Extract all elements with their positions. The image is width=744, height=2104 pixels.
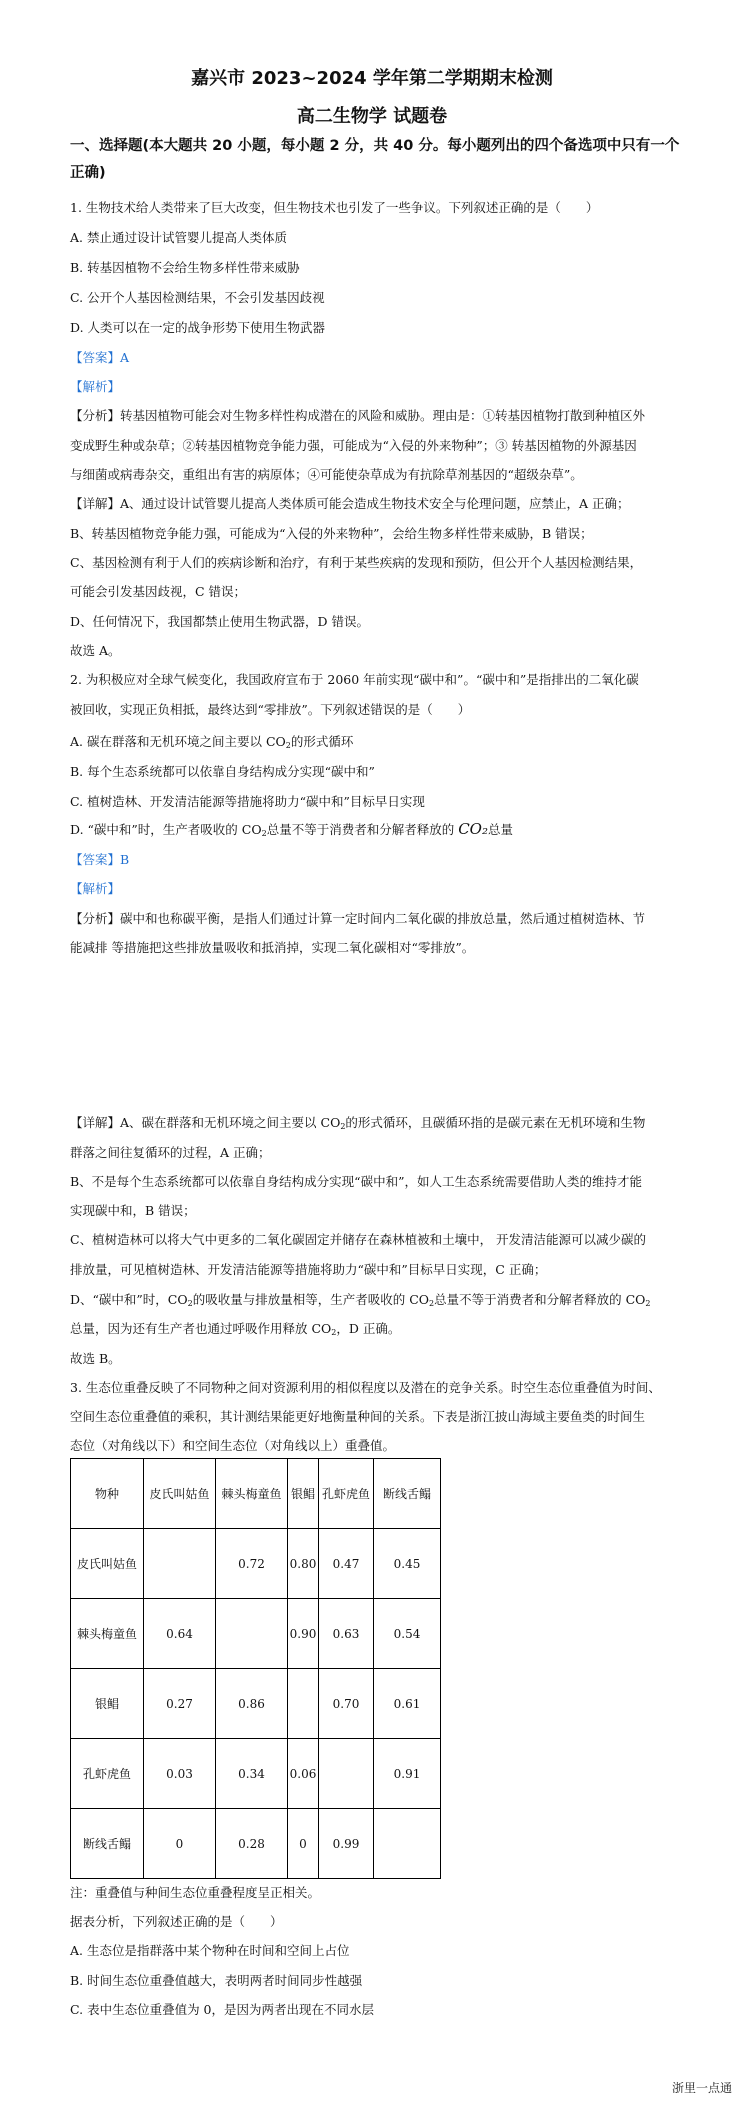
q2-option-a: A. 碳在群落和无机环境之间主要以 $CO_2$的形式循环 (70, 734, 354, 750)
q3-option-c: C. 表中生态位重叠值为 0，是因为两者出现在不同水层 (70, 2002, 374, 2017)
q2-option-b: B. 每个生态系统都可以依靠自身结构成分实现“碳中和” (70, 764, 375, 779)
q1-jiexi-label: 【解析】 (70, 379, 121, 394)
niche-overlap-table (70, 1458, 441, 1879)
exam-title: 嘉兴市 2023~2024 学年第二学期期末检测 (191, 68, 553, 89)
table-row (71, 1739, 441, 1809)
table-cell: 0.91 (374, 1739, 441, 1809)
q1-fenxi-line: 变成野生种或杂草；②转基因植物竞争能力强，可能成为“入侵的外来物种”；③ 转基因植物的外源基因 (70, 438, 637, 453)
table-cell: 孔虾虎鱼 (71, 1739, 144, 1809)
table-cell: 0.34 (216, 1739, 288, 1809)
table-cell (374, 1809, 441, 1879)
q1-xiangjie-line: D、任何情况下，我国都禁止使用生物武器，D 错误。 (70, 614, 370, 629)
footer-watermark: 浙里一点通 (671, 2081, 732, 2095)
q1-answer: 【答案】A (70, 350, 130, 365)
table-cell: 0.47 (319, 1529, 374, 1599)
table-cell: 皮氏叫姑鱼 (71, 1529, 144, 1599)
q1-xiangjie-line: B、转基因植物竞争能力强，可能成为“入侵的外来物种”，会给生物多样性带来威胁，B 错误； (70, 526, 593, 541)
q1-xiangjie-line: C、基因检测有利于人们的疾病诊断和治疗，有利于某些疾病的发现和预防，但公开个人基因检测结果， (70, 555, 643, 570)
q2-xiangjie-line: 总量，因为还有生产者也通过呼吸作用释放 $CO_2$，D 正确。 (70, 1321, 401, 1337)
q3-stem: 态位（对角线以下）和空间生态位（对角线以上）重叠值。 (70, 1438, 396, 1453)
q2-stem: 被回收，实现正负相抵，最终达到“零排放”。下列叙述错误的是（ ） (70, 702, 471, 717)
section-heading: 一、选择题(本大题共 20 小题，每小题 2 分，共 40 分。每小题列出的四个备选项中只有一个正确) (70, 138, 680, 181)
table-row (71, 1599, 441, 1669)
q1-option-c: C. 公开个人基因检测结果，不会引发基因歧视 (70, 290, 325, 305)
table-cell: 0.70 (319, 1669, 374, 1739)
q1-option-a: A. 禁止通过设计试管婴儿提高人类体质 (70, 230, 287, 245)
q3-option-b: B. 时间生态位重叠值越大，表明两者时间同步性越强 (70, 1973, 363, 1988)
table-cell (216, 1599, 288, 1669)
q1-xiangjie-line: 可能会引发基因歧视，C 错误； (70, 584, 247, 599)
q3-option-a: A. 生态位是指群落中某个物种在时间和空间上占位 (70, 1943, 350, 1958)
q2-xiangjie-line: 群落之间往复循环的过程，A 正确； (70, 1145, 271, 1160)
table-cell: 0 (144, 1809, 216, 1879)
table-cell: 银鲳 (71, 1669, 144, 1739)
q2-fenxi-line: 能减排 等措施把这些排放量吸收和抵消掉，实现二氧化碳相对“零排放”。 (70, 940, 475, 955)
q3-table-note: 注：重叠值与种间生态位重叠程度呈正相关。 (70, 1885, 321, 1900)
table-cell: 0.90 (288, 1599, 319, 1669)
table-cell: 0.28 (216, 1809, 288, 1879)
table-cell (144, 1529, 216, 1599)
q2-option-d: D. “碳中和”时，生产者吸收的 $CO_2$总量不等于消费者和分解者释放的 CO₂总量 (70, 820, 513, 838)
table-cell: 0.45 (374, 1529, 441, 1599)
q2-xiangjie-line: 【详解】A、碳在群落和无机环境之间主要以 $CO_2$的形式循环，且碳循环指的是碳元素在无机环境和生物 (70, 1115, 646, 1131)
table-header-cell: 孔虾虎鱼 (319, 1459, 374, 1529)
q2-option-c: C. 植树造林、开发清洁能源等措施将助力“碳中和”目标早日实现 (70, 794, 425, 809)
table-cell: 0.99 (319, 1809, 374, 1879)
table-cell: 0.03 (144, 1739, 216, 1809)
table-cell: 棘头梅童鱼 (71, 1599, 144, 1669)
q1-xiangjie-line: 【详解】A、通过设计试管婴儿提高人类体质可能会造成生物技术安全与伦理问题，应禁止，A 正确； (70, 496, 630, 511)
table-header-cell: 棘头梅童鱼 (216, 1459, 288, 1529)
q1-option-b: B. 转基因植物不会给生物多样性带来威胁 (70, 260, 300, 275)
q2-fenxi-line: 【分析】碳中和也称碳平衡，是指人们通过计算一定时间内二氧化碳的排放总量，然后通过植树造林、节 (70, 911, 646, 926)
table-cell: 0.63 (319, 1599, 374, 1669)
table-header-cell: 银鲳 (288, 1459, 319, 1529)
table-row (71, 1529, 441, 1599)
q2-jiexi-label: 【解析】 (70, 881, 121, 896)
table-cell (319, 1739, 374, 1809)
q2-stem: 2. 为积极应对全球气候变化，我国政府宣布于 2060 年前实现“碳中和”。“碳中和”是指排出的二氧化碳 (70, 672, 639, 687)
table-cell: 0.64 (144, 1599, 216, 1669)
table-cell: 断线舌鳎 (71, 1809, 144, 1879)
q1-conclusion: 故选 A。 (70, 643, 121, 658)
table-row (71, 1669, 441, 1739)
q2-xiangjie-line: C、植树造林可以将大气中更多的二氧化碳固定并储存在森林植被和土壤中， 开发清洁能源可以减少碳的 (70, 1232, 647, 1247)
table-cell: 0 (288, 1809, 319, 1879)
table-cell: 0.80 (288, 1529, 319, 1599)
table-cell: 0.06 (288, 1739, 319, 1809)
q1-stem: 1. 生物技术给人类带来了巨大改变，但生物技术也引发了一些争议。下列叙述正确的是（ ） (70, 200, 599, 215)
q1-fenxi-line: 与细菌或病毒杂交，重组出有害的病原体；④可能使杂草成为有抗除草剂基因的“超级杂草”。 (70, 467, 583, 482)
table-row (71, 1809, 441, 1879)
table-cell: 0.72 (216, 1529, 288, 1599)
table-header-cell: 物种 (71, 1459, 144, 1529)
q3-stem: 空间生态位重叠值的乘积，其计测结果能更好地衡量种间的关系。下表是浙江披山海域主要鱼类的时间生 (70, 1409, 646, 1424)
q2-xiangjie-line: D、“碳中和”时，$CO_2$的吸收量与排放量相等，生产者吸收的 $CO_2$总量不等于消费者和分解者释放的 $CO_2$ (70, 1292, 651, 1308)
table-cell: 0.86 (216, 1669, 288, 1739)
table-cell: 0.54 (374, 1599, 441, 1669)
q2-answer: 【答案】B (70, 852, 130, 867)
exam-subtitle: 高二生物学 试题卷 (296, 106, 448, 127)
q1-fenxi-line: 【分析】转基因植物可能会对生物多样性构成潜在的风险和威胁。理由是：①转基因植物打散到种植区外 (70, 408, 646, 423)
table-cell (288, 1669, 319, 1739)
table-header-cell: 断线舌鳎 (374, 1459, 441, 1529)
table-cell: 0.61 (374, 1669, 441, 1739)
table-header-cell: 皮氏叫姑鱼 (144, 1459, 216, 1529)
q2-xiangjie-line: 排放量，可见植树造林、开发清洁能源等措施将助力“碳中和”目标早日实现，C 正确； (70, 1262, 547, 1277)
q2-xiangjie-line: 实现碳中和，B 错误； (70, 1203, 196, 1218)
q2-conclusion: 故选 B。 (70, 1351, 121, 1366)
q2-xiangjie-line: B、不是每个生态系统都可以依靠自身结构成分实现“碳中和”，如人工生态系统需要借助人类的维持才能 (70, 1174, 642, 1189)
q3-question: 据表分析，下列叙述正确的是（ ） (70, 1914, 283, 1929)
q1-option-d: D. 人类可以在一定的战争形势下使用生物武器 (70, 320, 326, 335)
table-cell: 0.27 (144, 1669, 216, 1739)
table-header-row (71, 1459, 441, 1529)
q3-stem: 3. 生态位重叠反映了不同物种之间对资源利用的相似程度以及潜在的竞争关系。时空生态位重叠值为时间、 (70, 1380, 661, 1395)
